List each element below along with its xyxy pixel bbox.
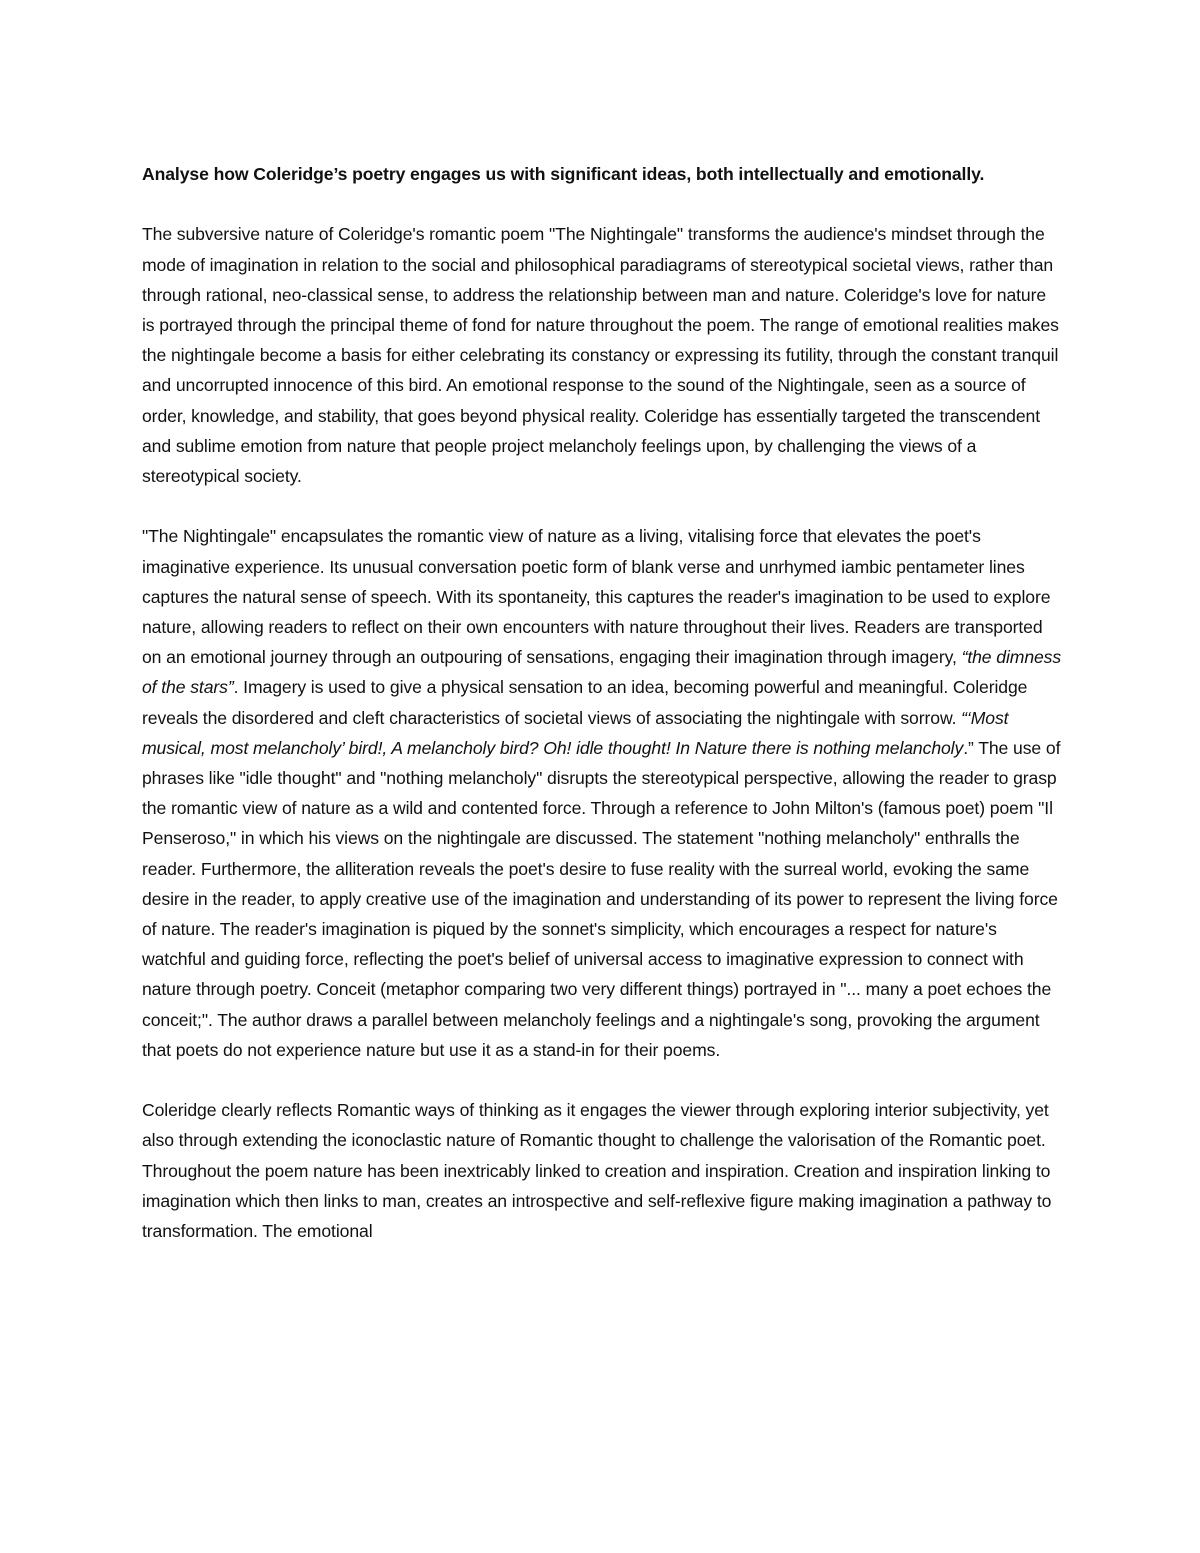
quote-dimness-of-stars: “the dimness of the stars” [142,647,1062,698]
essay-question-heading: Analyse how Coleridge’s poetry engages us with significant ideas, both intellectually and emotionally. [142,164,985,184]
document-body [142,159,1062,1246]
paragraph-2-text-2: . Imagery is used to give a physical sensation to an idea, becoming powerful and meaningful. Coleridge reveals the disordered and cleft characteristics of societal views of associating the nightingale with sorrow. [142,677,1028,728]
paragraph-1: The subversive nature of Coleridge's romantic poem "The Nightingale" transforms the audience's mindset through the mode of imagination in relation to the social and philosophical paradiagrams of stereotypical societal views, rather than through rational, neo-classical sense, to address the relationship between man and nature. Coleridge's love for nature is portrayed through the principal theme of fond for nature throughout the poem. The range of emotional realities makes the nightingale become a basis for either celebrating its constancy or expressing its futility, through the constant tranquil and uncorrupted innocence of this bird. An emotional response to the sound of the Nightingale, seen as a source of order, knowledge, and stability, that goes beyond physical reality. Coleridge has essentially targeted the transcendent and sublime emotion from nature that people project melancholy feelings upon, by challenging the views of a stereotypical society. [142,224,1059,487]
paragraph-2-text-3: .” The use of phrases like "idle thought" and "nothing melancholy" disrupts the stereotypical perspective, allowing the reader to grasp the romantic view of nature as a wild and contented force. Through a reference to John Milton's (famous poet) poem "Il Penseroso," in which his views on the nightingale are discussed. The statement "nothing melancholy" enthralls the reader. Furthermore, the alliteration reveals the poet's desire to fuse reality with the surreal world, evoking the same desire in the reader, to apply creative use of the imagination and understanding of its power to represent the living force of nature. The reader's imagination is piqued by the sonnet's simplicity, which encourages a respect for nature's watchful and guiding force, reflecting the poet's belief of universal access to imaginative expression to connect with nature through poetry. Conceit (metaphor comparing two very different things) portrayed in "... many a poet echoes the conceit;". The author draws a parallel between melancholy feelings and a nightingale's song, provoking the argument that poets do not experience nature but use it as a stand-in for their poems. [142,737,1061,1060]
quote-most-musical: “‘Most musical, most melancholy’ bird!, A melancholy bird? Oh! idle thought! In Nature there is nothing melancholy [142,707,1009,758]
paragraph-2-text-1: "The Nightingale" encapsulates the romantic view of nature as a living, vitalising force that elevates the poet's imaginative experience. Its unusual conversation poetic form of blank verse and unrhymed iambic pentameter lines captures the natural sense of speech. With its spontaneity, this captures the reader's imagination to be used to explore nature, allowing readers to reflect on their own encounters with nature throughout their lives. Readers are transported on an emotional journey through an outpouring of sensations, engaging their imagination through imagery, [142,526,1051,668]
paragraph-2 [142,521,1062,1065]
paragraph-3: Coleridge clearly reflects Romantic ways of thinking as it engages the viewer through exploring interior subjectivity, yet also through extending the iconoclastic nature of Romantic thought to challenge the valorisation of the Romantic poet. Throughout the poem nature has been inextricably linked to creation and inspiration. Creation and inspiration linking to imagination which then links to man, creates an introspective and self-reflexive figure making imagination a pathway to transformation. The emotional [142,1100,1052,1242]
